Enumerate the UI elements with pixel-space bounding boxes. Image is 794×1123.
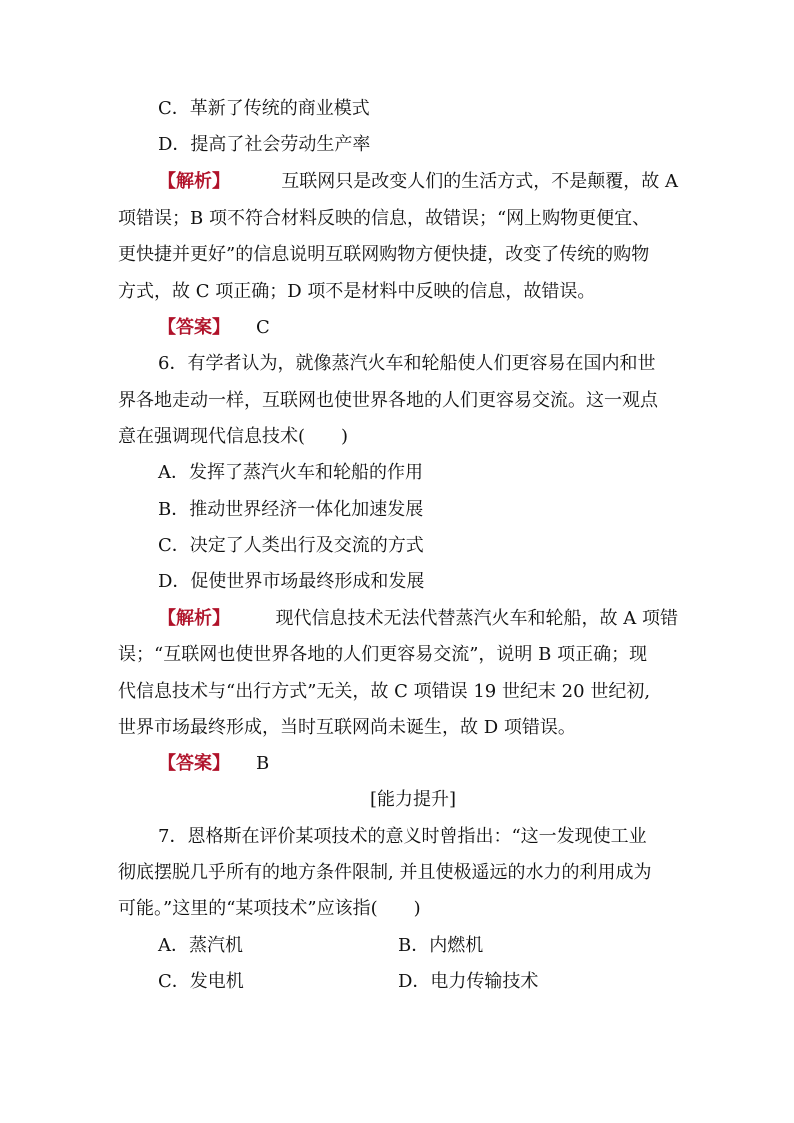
q7-option-c: C．发电机 [158,971,244,992]
q5-option-d: D．提高了社会劳动生产率 [158,134,371,155]
section-heading: [能力提升] [370,789,457,810]
q5-analysis-line-1 [158,170,678,194]
q6-option-d: D．促使世界市场最终形成和发展 [158,571,425,592]
q5-analysis-text-1: 互联网只是改变人们的生活方式，不是颠覆，故 A [281,171,678,192]
q7-stem-line-3: 可能。”这里的“某项技术”应该指( ) [118,898,421,919]
q6-analysis-tag: 【解析】 [158,608,230,629]
q5-answer-value: C [256,317,270,338]
q6-analysis-text-1: 现代信息技术无法代替蒸汽火车和轮船，故 A 项错 [275,608,678,629]
q6-analysis-line-1 [158,607,678,631]
q6-analysis-line-2: 误；“互联网也使世界各地的人们更容易交流”，说明 B 项正确；现 [118,644,648,665]
q6-answer [158,752,269,776]
q5-answer-tag: 【答案】 [158,317,230,338]
q7-stem-line-2: 彻底摆脱几乎所有的地方条件限制, 并且使极遥远的水力的利用成为 [118,862,652,883]
q6-stem-line-3: 意在强调现代信息技术( ) [118,426,349,447]
q6-option-c: C．决定了人类出行及交流的方式 [158,535,424,556]
q7-stem-line-1: 7．恩格斯在评价某项技术的意义时曾指出：“这一发现使工业 [158,826,647,847]
q7-option-a: A．蒸汽机 [158,935,243,956]
q5-answer [158,316,270,340]
q6-analysis-line-4: 世界市场最终形成，当时互联网尚未诞生，故 D 项错误。 [118,717,576,738]
q6-option-a: A．发挥了蒸汽火车和轮船的作用 [158,462,423,483]
q5-analysis-line-2: 项错误；B 项不符合材料反映的信息，故错误；“网上购物更便宜、 [118,208,651,229]
q6-stem-line-1: 6．有学者认为，就像蒸汽火车和轮船使人们更容易在国内和世 [158,353,656,374]
q6-analysis-line-3: 代信息技术与“出行方式”无关，故 C 项错误 19 世纪末 20 世纪初, [118,681,651,702]
q6-answer-value: B [256,753,270,774]
q5-analysis-line-4: 方式，故 C 项正确；D 项不是材料中反映的信息，故错误。 [118,281,596,302]
q7-option-b: B．内燃机 [398,935,484,956]
q5-analysis-tag: 【解析】 [158,171,230,192]
q5-option-c: C．革新了传统的商业模式 [158,98,370,119]
q6-option-b: B．推动世界经济一体化加速发展 [158,499,424,520]
q6-answer-tag: 【答案】 [158,753,230,774]
q6-stem-line-2: 界各地走动一样，互联网也使世界各地的人们更容易交流。这一观点 [118,390,658,411]
q5-analysis-line-3: 更快捷并更好”的信息说明互联网购物方便快捷，改变了传统的购物 [118,244,650,265]
q7-option-d: D．电力传输技术 [398,971,539,992]
